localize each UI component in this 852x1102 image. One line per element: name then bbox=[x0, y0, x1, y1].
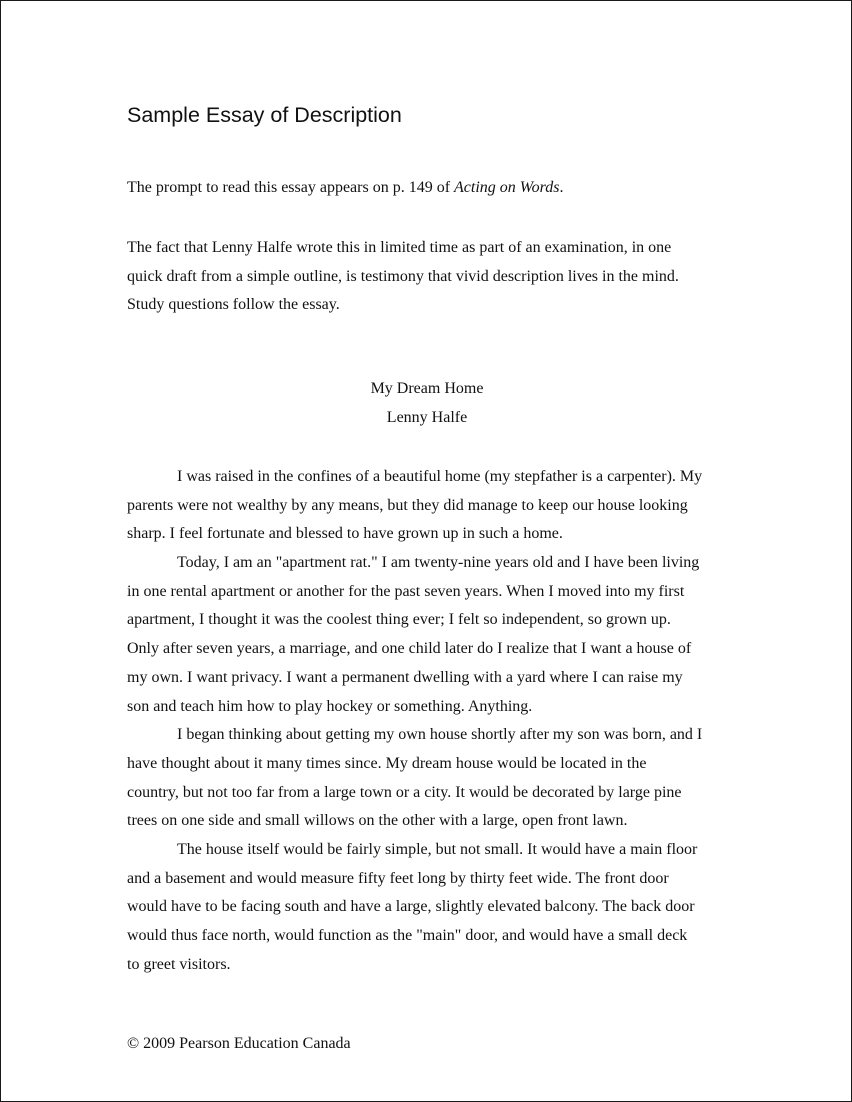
essay-line: in one rental apartment or another for the past seven years. When I moved into my first bbox=[127, 582, 685, 600]
book-title: Acting on Words bbox=[454, 179, 560, 196]
essay-line: sharp. I feel fortunate and blessed to have grown up in such a home. bbox=[127, 525, 563, 543]
essay-author: Lenny Halfe bbox=[386, 409, 468, 426]
essay-paragraph-3 bbox=[127, 721, 732, 836]
intro-line: Study questions follow the essay. bbox=[127, 296, 340, 314]
prompt-reference bbox=[127, 177, 564, 199]
intro-line: quick draft from a simple outline, is testimony that vivid description lives in the mind. bbox=[127, 267, 679, 285]
essay-paragraph-2 bbox=[127, 549, 732, 721]
essay-line: my own. I want privacy. I want a permanent dwelling with a yard where I can raise my bbox=[127, 668, 683, 686]
essay-line: I was raised in the confines of a beautiful home (my stepfather is a carpenter). My bbox=[177, 468, 703, 485]
essay-body bbox=[127, 463, 732, 979]
prompt-suffix: . bbox=[559, 179, 564, 196]
document-title: Sample Essay of Description bbox=[127, 103, 402, 127]
intro-line: The fact that Lenny Halfe wrote this in limited time as part of an examination, in one bbox=[127, 239, 672, 256]
essay-line: Only after seven years, a marriage, and one child later do I realize that I want a house of bbox=[127, 640, 692, 658]
essay-line: country, but not too far from a large town or a city. It would be decorated by large pine bbox=[127, 783, 682, 801]
essay-line: to greet visitors. bbox=[127, 955, 231, 973]
essay-line: have thought about it many times since. My dream house would be located in the bbox=[127, 754, 647, 772]
essay-paragraph-1 bbox=[127, 463, 732, 549]
essay-paragraph-4 bbox=[127, 836, 732, 979]
essay-line: trees on one side and small willows on the other with a large, open front lawn. bbox=[127, 812, 628, 830]
essay-line: Today, I am an "apartment rat." I am twenty-nine years old and I have been living bbox=[177, 554, 700, 572]
essay-line: apartment, I thought it was the coolest thing ever; I felt so independent, so grown up. bbox=[127, 611, 671, 629]
essay-line: The house itself would be fairly simple, but not small. It would have a main floor bbox=[177, 840, 698, 858]
essay-line: would have to be facing south and have a large, slightly elevated balcony. The back door bbox=[127, 898, 695, 916]
copyright-footer: © 2009 Pearson Education Canada bbox=[127, 1035, 351, 1052]
essay-line: and a basement and would measure fifty feet long by thirty feet wide. The front door bbox=[127, 869, 669, 887]
prompt-prefix: The prompt to read this essay appears on p. 149 of bbox=[127, 179, 455, 196]
essay-title: My Dream Home bbox=[370, 380, 484, 397]
essay-line: would thus face north, would function as the "main" door, and would have a small deck bbox=[127, 927, 688, 944]
intro-paragraph bbox=[127, 234, 732, 320]
essay-line: parents were not wealthy by any means, but they did manage to keep our house looking bbox=[127, 496, 688, 514]
essay-line: I began thinking about getting my own house shortly after my son was born, and I bbox=[177, 726, 703, 744]
essay-line: son and teach him how to play hockey or something. Anything. bbox=[127, 697, 533, 715]
